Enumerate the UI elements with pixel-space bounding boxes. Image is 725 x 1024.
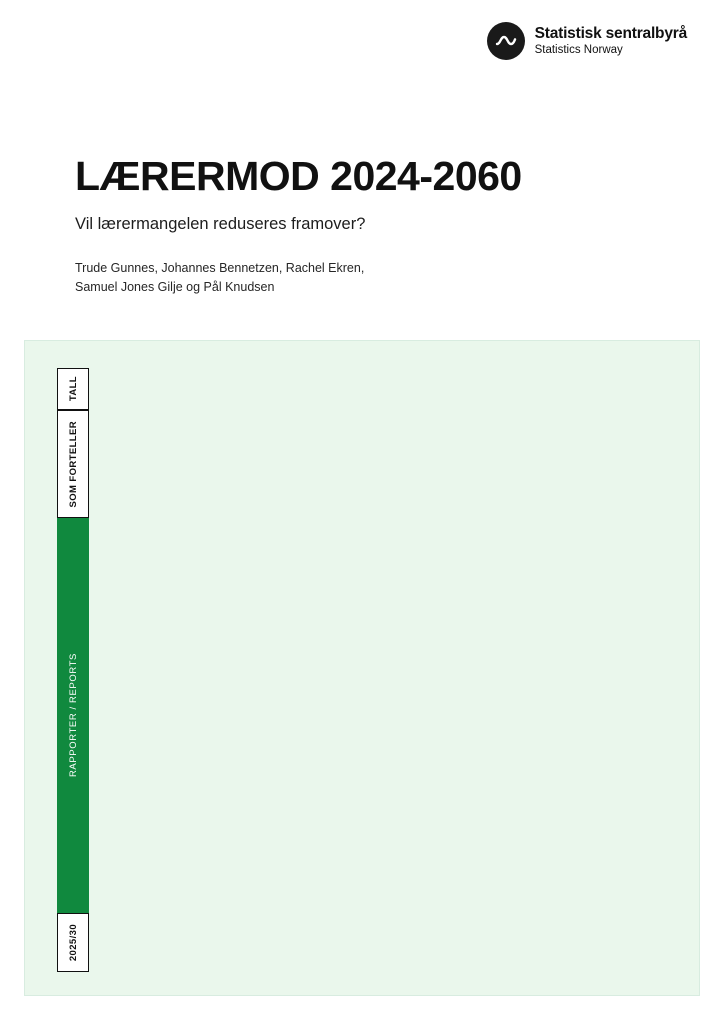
ssb-logo (487, 22, 687, 60)
logo-name-en: Statistics Norway (534, 43, 623, 56)
author-list (75, 259, 675, 297)
cover-spine (57, 368, 89, 972)
ssb-circle-wave-icon (487, 22, 525, 60)
author-line-2: Samuel Jones Gilje og Pål Knudsen (75, 280, 275, 295)
spine-som-forteller-label: SOM FORTELLER (67, 420, 79, 508)
page-title: LÆRERMOD 2024-2060 (75, 153, 522, 199)
title-block (75, 155, 675, 297)
spine-tall-label: TALL (67, 376, 79, 402)
spine-som-forteller-box (57, 410, 89, 518)
spine-tall-box (57, 368, 89, 410)
spine-series-band (57, 518, 89, 913)
spine-number-label: 2025/30 (67, 923, 79, 962)
spine-series-label: RAPPORTER / REPORTS (67, 653, 79, 778)
author-line-1: Trude Gunnes, Johannes Bennetzen, Rachel Ekren, (75, 261, 365, 276)
page-subtitle: Vil lærermangelen reduseres framover? (75, 215, 366, 234)
logo-name-no: Statistisk sentralbyrå (534, 24, 687, 42)
cover-panel (24, 340, 700, 996)
spine-number-box (57, 913, 89, 972)
logo-wordmark (535, 25, 687, 58)
